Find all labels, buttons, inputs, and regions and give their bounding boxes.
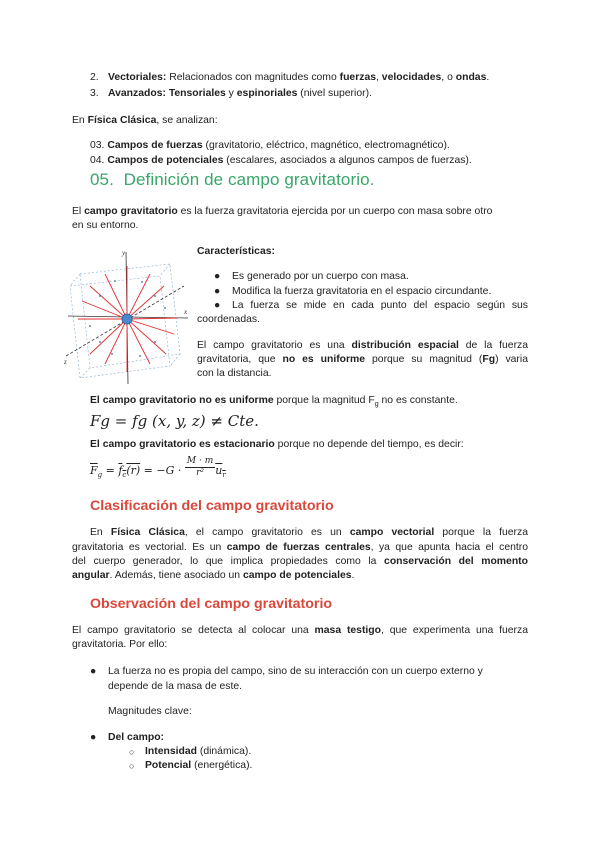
nonuniform-text: El campo gravitatorio no es uniforme porque la magnitud $F_g$ no es constante. (90, 395, 458, 409)
gravitational-field-figure (60, 246, 190, 384)
paragraph-line: gravitatoria es vectorial. Es un campo de fuerzas centrales, ya que apunta hacia el centro (72, 542, 528, 553)
sub-list-item: Potencial (energética). (145, 760, 253, 771)
sub-list-item: Intensidad (dinámica). (145, 746, 252, 757)
list-bullet: ● (90, 732, 97, 743)
characteristics-title: Características: (197, 246, 275, 257)
list-bullet: ● (90, 666, 97, 677)
list-item: La fuerza no es propia del campo, sino de su interacción con un cuerpo externo y (108, 666, 483, 677)
paragraph-line: angular. Además, tiene asociado un campo de potenciales. (72, 570, 355, 581)
list-item: 03. Campos de fuerzas (gravitatorio, eléctrico, magnético, electromagnético). (90, 140, 450, 151)
observation-heading: Observación del campo gravitatorio (90, 596, 333, 612)
paragraph-line: gravitatoria. Por ello: (72, 639, 168, 650)
paragraph-line: En Física Clásica, el campo gravitatorio es un campo vectorial porque la fuerza (90, 527, 528, 538)
list-item-continued: depende de la masa de este. (108, 681, 243, 692)
list-bullet: ● (214, 271, 221, 282)
paragraph-line: del cuerpo generador, lo que implica propiedades como la conservación del momento (72, 556, 528, 567)
y-axis-label: y (122, 249, 126, 257)
paragraph-line: El campo gravitatorio es una distribución espacial de la fuerza (197, 340, 529, 351)
sub-bullet: ○ (129, 747, 135, 757)
list-item: 04. Campos de potenciales (escalares, asociados a algunos campos de fuerzas). (90, 155, 472, 166)
list-bullet: ● (214, 286, 221, 297)
paragraph-line: con la distancia. (197, 368, 272, 379)
list-item: Del campo: (108, 732, 165, 743)
sub-bullet: ○ (129, 761, 135, 771)
definition-text: El campo gravitatorio es la fuerza gravitatoria ejercida por un cuerpo con masa sobre otro (72, 206, 493, 217)
list-item: La fuerza se mide en cada punto del espacio según sus (232, 300, 528, 311)
list-item: 2. Vectoriales: Relacionados con magnitudes como fuerzas, velocidades, o ondas. (90, 72, 490, 83)
paragraph-line: gravitatoria, que no es uniforme porque su magnitud (Fg) varia (197, 354, 528, 365)
paragraph-line: El campo gravitatorio se detecta al colocar una masa testigo, que experimenta una fuerza (72, 625, 528, 636)
formula-gravitational-force: $\overline{F}_g = f_c(r) = -G$ · $\frac{M \cdot m}{\text{r²}}$ $u_r$ (90, 456, 226, 480)
list-item: 3. Avanzados: Tensoriales y espinoriales (nivel superior). (90, 88, 372, 99)
classification-heading: Clasificación del campo gravitatorio (90, 498, 334, 514)
mass-sphere (122, 314, 132, 324)
list-item: Es generado por un cuerpo con masa. (232, 271, 409, 282)
list-item-continued: coordenadas. (197, 314, 260, 325)
section-heading: 05. Definición de campo gravitatorio. (90, 170, 375, 189)
list-item: Modifica la fuerza gravitatoria en el espacio circundante. (232, 286, 492, 297)
formula-field-function: Fg = fg (x, y, z) ≠ Cte. (90, 412, 259, 430)
stationary-text: El campo gravitatorio es estacionario porque no depende del tiempo, es decir: (90, 439, 464, 450)
definition-text: en su entorno. (72, 220, 139, 231)
z-axis-label: z (64, 358, 67, 366)
magnitudes-label: Magnitudes clave: (108, 706, 192, 717)
x-axis-label: x (184, 308, 188, 316)
list-bullet: ● (214, 300, 221, 311)
intro-text: En Física Clásica, se analizan: (72, 115, 218, 126)
